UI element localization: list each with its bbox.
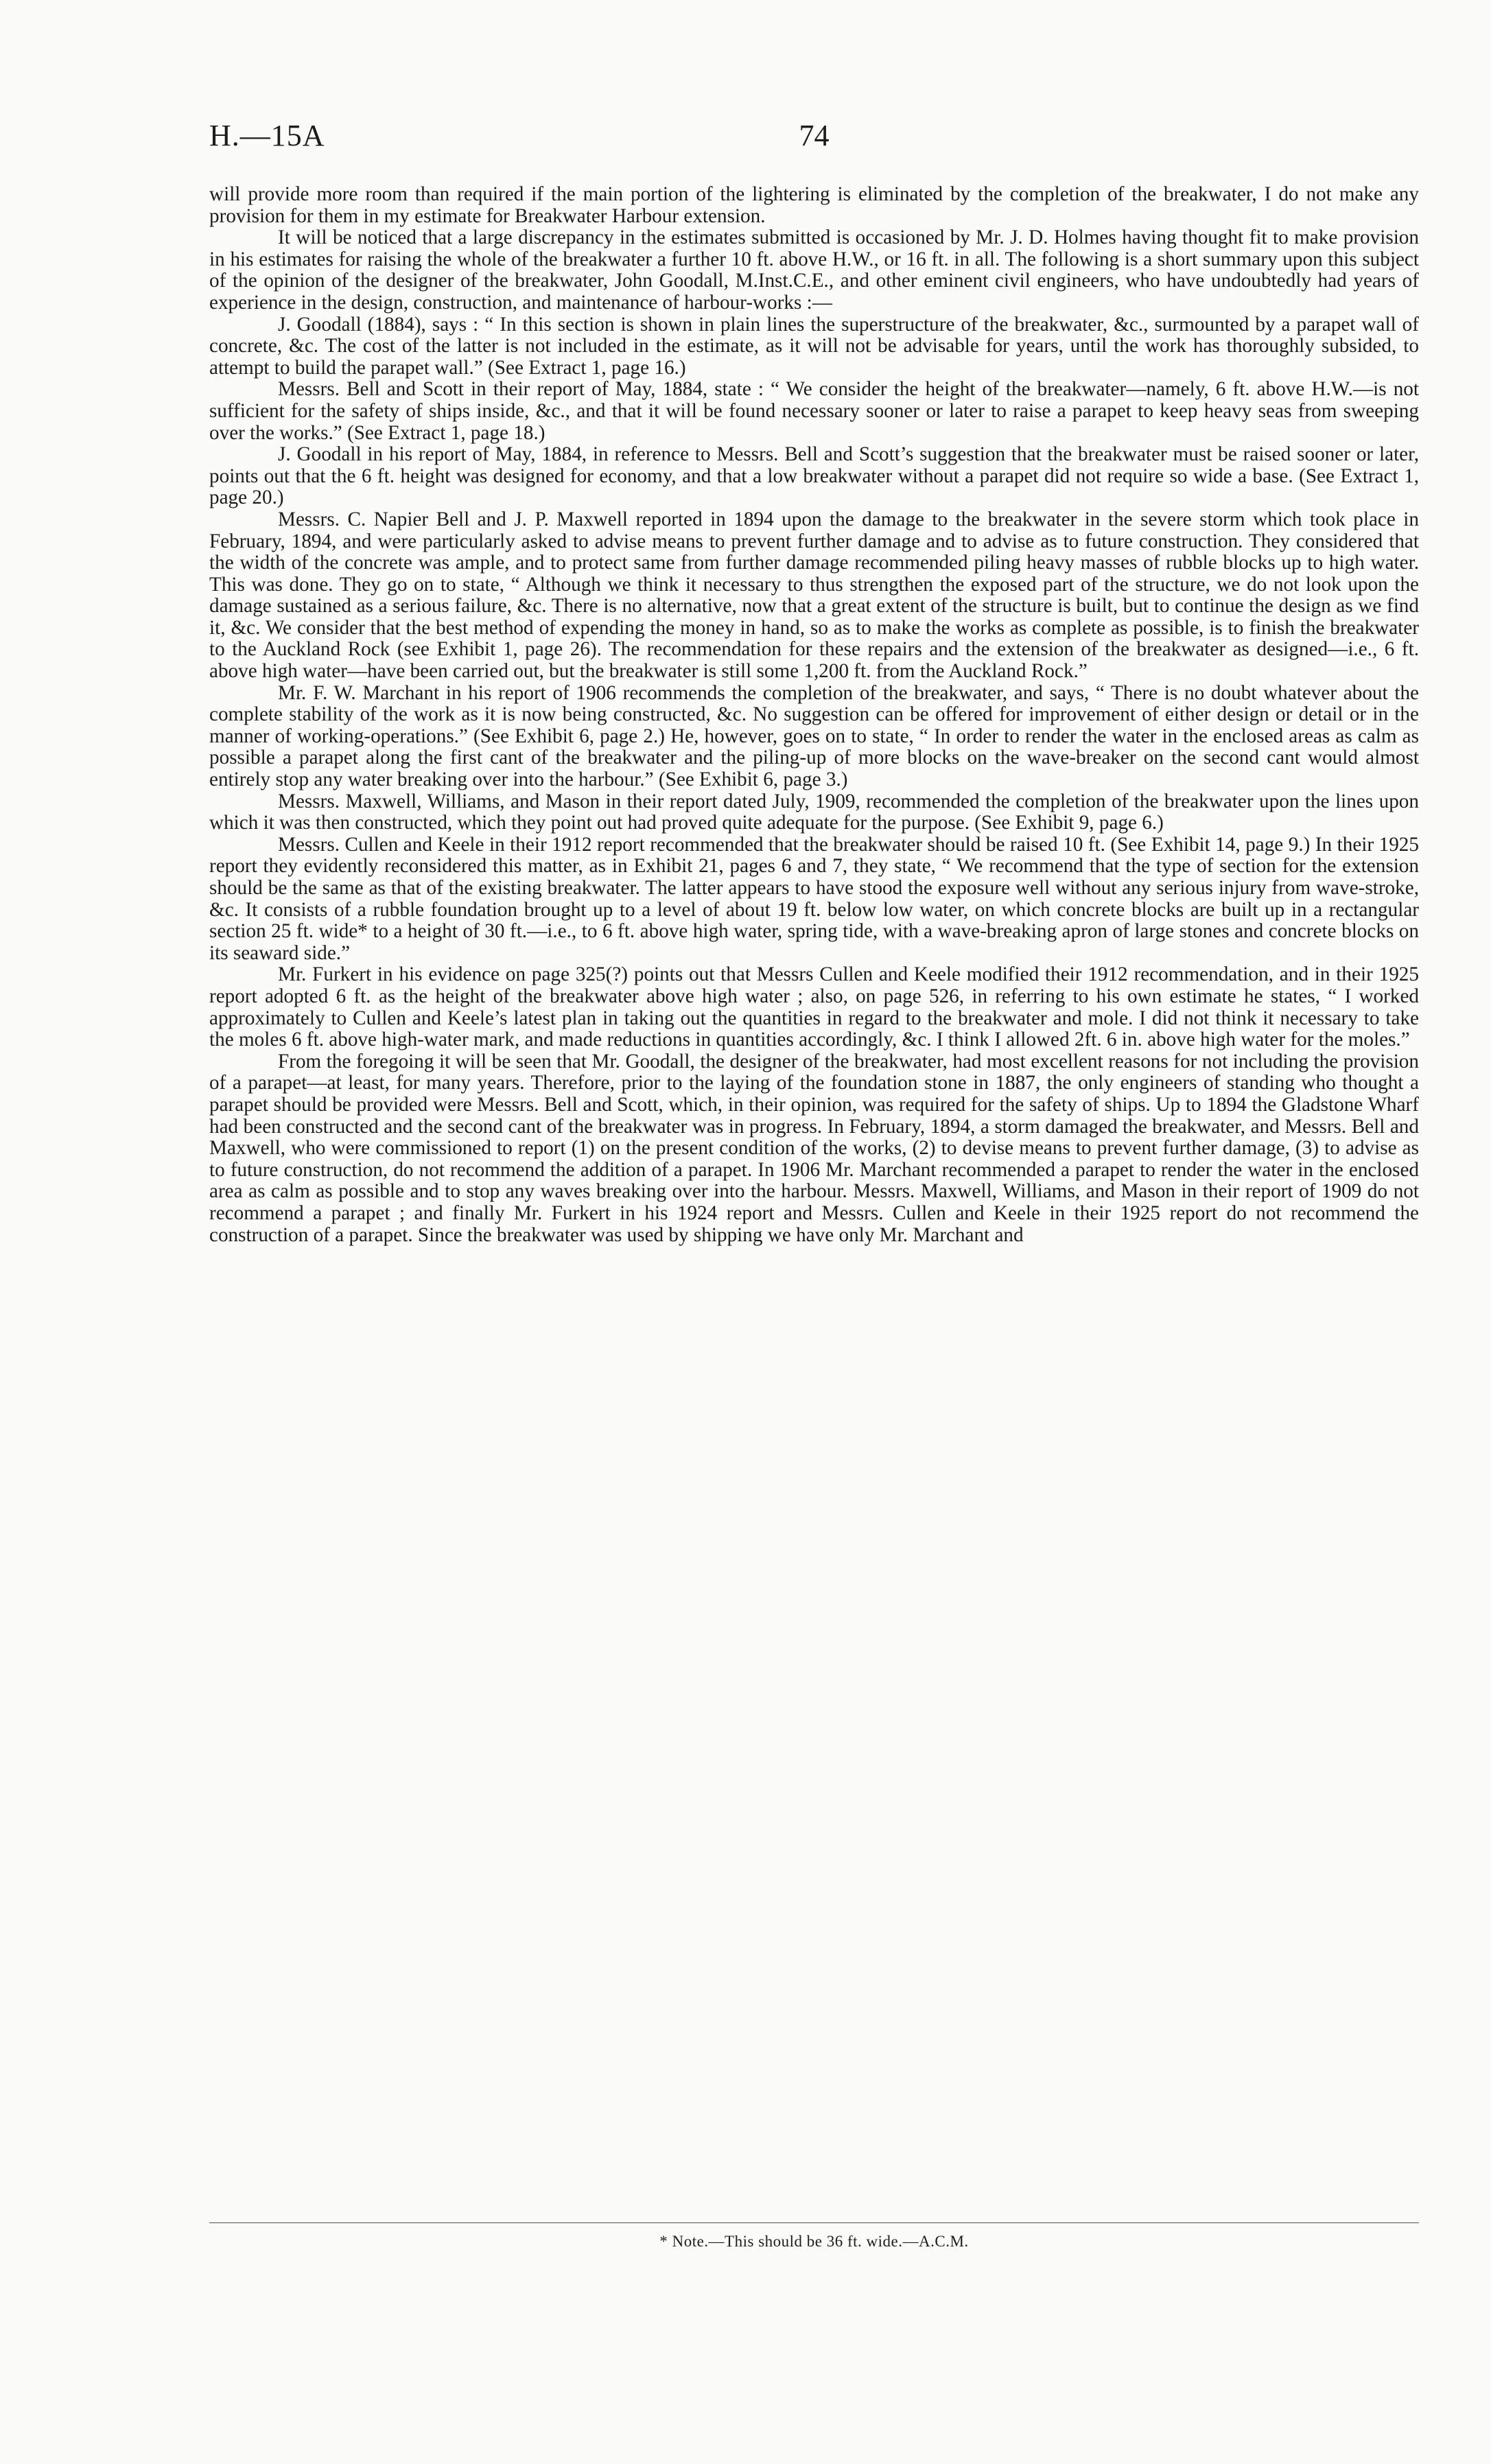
body-text bbox=[209, 184, 1419, 1246]
paragraph: J. Goodall (1884), says : “ In this section is shown in plain lines the superstructure of the breakwater, &c., surmounted by a parapet wall of concrete, &c. The cost of the latter is not included in the estimate, as it will not be advisable for years, until the work has thoroughly subsided, to attempt to build the parapet wall.” (See Extract 1, page 16.) bbox=[209, 313, 1419, 379]
footnote: * Note.—This should be 36 ft. wide.—A.C.M. bbox=[659, 2233, 969, 2250]
paragraph: Messrs. Cullen and Keele in their 1912 report recommended that the breakwater should be raised 10 ft. (See Exhibit 14, page 9.) In their 1925 report they evidently reconsidered this matter, as in Exhibit 21, pages 6 and 7, they state, “ We recommend that the type of section for the extension should be the same as that of the existing breakwater. The latter appears to have stood the exposure well without any serious injury from wave-stroke, &c. It consists of a rubble foundation brought up to a level of about 19 ft. below low water, on which concrete blocks are built up in a rectangular section 25 ft. wide* to a height of 30 ft.—i.e., to 6 ft. above high water, spring tide, with a wave-breaking apron of large stones and concrete blocks on its seaward side.” bbox=[209, 833, 1419, 964]
paragraph: Mr. F. W. Marchant in his report of 1906 recommends the completion of the breakwater, and says, “ There is no doubt whatever about the complete stability of the work as it is now being constructed, &c. No suggestion can be offered for improvement of either design or detail or in the manner of working-operations.” (See Exhibit 6, page 2.) He, however, goes on to state, “ In order to render the water in the enclosed areas as calm as possible a parapet along the first cant of the breakwater and the piling-up of more blocks on the wave-breaker on the second cant would almost entirely stop any water breaking over into the harbour.” (See Exhibit 6, page 3.) bbox=[209, 681, 1419, 791]
page-number: 74 bbox=[799, 119, 830, 152]
footnote-divider bbox=[209, 2222, 1419, 2223]
paragraph: will provide more room than required if the main portion of the lightering is eliminated by the completion of the breakwater, I do not make any provision for them in my estimate for Breakwater Harbour extension. bbox=[209, 183, 1419, 227]
paragraph: Messrs. C. Napier Bell and J. P. Maxwell reported in 1894 upon the damage to the breakwater in the severe storm which took place in February, 1894, and were particularly asked to advise means to prevent further damage and to advise as to future construction. They considered that the width of the concrete was ample, and to protect same from further damage recommended piling heavy masses of rubble blocks up to high water. This was done. They go on to state, “ Although we think it necessary to thus strengthen the exposed part of the structure, we do not look upon the damage sustained as a serious failure, &c. There is no alternative, now that a great extent of the structure is built, but to continue the design as we find it, &c. We consider that the best method of expending the money in hand, so as to make the works as complete as possible, is to finish the breakwater to the Auckland Rock (see Exhibit 1, page 26). The recommendation for these repairs and the extension of the breakwater as designed—i.e., 6 ft. above high water—have been carried out, but the breakwater is still some 1,200 ft. from the Auckland Rock.” bbox=[209, 508, 1419, 683]
paragraph: J. Goodall in his report of May, 1884, in reference to Messrs. Bell and Scott’s suggestion that the breakwater must be raised sooner or later, points out that the 6 ft. height was designed for economy, and that a low breakwater without a parapet did not require so wide a base. (See Extract 1, page 20.) bbox=[209, 443, 1419, 509]
page-header bbox=[209, 118, 1419, 159]
paragraph: From the foregoing it will be seen that Mr. Goodall, the designer of the breakwater, had most excellent reasons for not including the provision of a parapet—at least, for many years. Therefore, prior to the laying of the foundation stone in 1887, the only engineers of standing who thought a parapet should be provided were Messrs. Bell and Scott, which, in their opinion, was required for the safety of ships. Up to 1894 the Gladstone Wharf had been constructed and the second cant of the breakwater was in progress. In February, 1894, a storm damaged the breakwater, and Messrs. Bell and Maxwell, who were commissioned to report (1) on the present condition of the works, (2) to devise means to prevent further damage, (3) to advise as to future construction, do not recommend the addition of a parapet. In 1906 Mr. Marchant recommended a parapet to render the water in the enclosed area as calm as possible and to stop any waves breaking over into the harbour. Messrs. Maxwell, Williams, and Mason in their report of 1909 do not recommend a parapet ; and finally Mr. Furkert in his 1924 report and Messrs. Cullen and Keele in their 1925 report do not recommend the construction of a parapet. Since the breakwater was used by shipping we have only Mr. Marchant and bbox=[209, 1050, 1419, 1246]
paragraph: Messrs. Bell and Scott in their report of May, 1884, state : “ We consider the height of the breakwater—namely, 6 ft. above H.W.—is not sufficient for the safety of ships inside, &c., and that it will be found necessary sooner or later to raise a parapet to keep heavy seas from sweeping over the works.” (See Extract 1, page 18.) bbox=[209, 378, 1419, 444]
document-reference: H.—15A bbox=[209, 119, 325, 152]
paragraph: It will be noticed that a large discrepancy in the estimates submitted is occasioned by Mr. J. D. Holmes having thought fit to make provision in his estimates for raising the whole of the breakwater a further 10 ft. above H.W., or 16 ft. in all. The following is a short summary upon this subject of the opinion of the designer of the breakwater, John Goodall, M.Inst.C.E., and other eminent civil engineers, who have undoubtedly had years of experience in the design, construction, and maintenance of harbour-works :— bbox=[209, 226, 1419, 314]
paragraph: Mr. Furkert in his evidence on page 325(?) points out that Messrs Cullen and Keele modified their 1912 recommendation, and in their 1925 report adopted 6 ft. as the height of the breakwater above high water ; also, on page 526, in referring to his own estimate he states, “ I worked approximately to Cullen and Keele’s latest plan in taking out the quantities in regard to the breakwater and mole. I did not think it necessary to take the moles 6 ft. above high-water mark, and made reductions in quantities accordingly, &c. I think I allowed 2ft. 6 in. above high water for the moles.” bbox=[209, 963, 1419, 1051]
paragraph: Messrs. Maxwell, Williams, and Mason in their report dated July, 1909, recommended the completion of the breakwater upon the lines upon which it was then constructed, which they point out had proved quite adequate for the purpose. (See Exhibit 9, page 6.) bbox=[209, 790, 1419, 834]
